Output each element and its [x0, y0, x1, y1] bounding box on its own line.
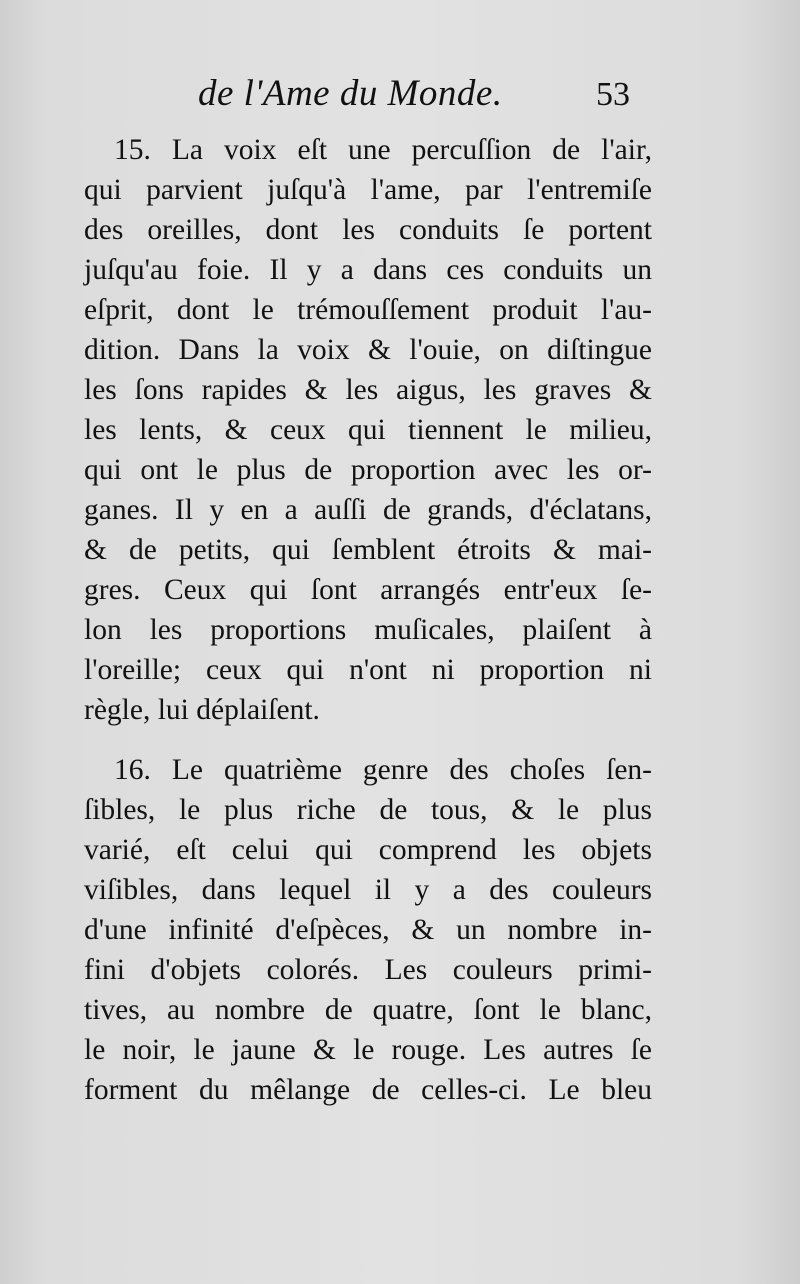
text-line: dition. Dans la voix & l'ouie, on diſtingue — [84, 334, 652, 366]
text-line: des oreilles, dont les conduits ſe portent — [84, 214, 652, 246]
text-line: fini d'objets colorés. Les couleurs primi- — [84, 954, 652, 986]
paragraph-16 — [84, 750, 652, 1110]
text-line: lon les proportions muſicales, plaiſent à — [84, 614, 652, 646]
text-line: ganes. Il y en a auſſi de grands, d'éclatans, — [84, 494, 652, 526]
running-title: de l'Ame du Monde. — [198, 73, 503, 114]
text-line: & de petits, qui ſemblent étroits & mai- — [84, 534, 652, 566]
text-line: viſibles, dans lequel il y a des couleurs — [84, 874, 652, 906]
text-line: 15. La voix eſt une percuſſion de l'air, — [114, 134, 652, 166]
text-line: ſibles, le plus riche de tous, & le plus — [84, 794, 652, 826]
text-line: d'une infinité d'eſpèces, & un nombre in- — [84, 914, 652, 946]
text-line: les lents, & ceux qui tiennent le milieu, — [84, 414, 652, 446]
text-line: 16. Le quatrième genre des choſes ſen- — [114, 754, 652, 786]
text-line: eſprit, dont le trémouſſement produit l'au- — [84, 294, 652, 326]
text-line: règle, lui déplaiſent. — [84, 694, 320, 726]
text-line: qui parvient juſqu'à l'ame, par l'entremiſe — [84, 174, 652, 206]
text-line: les ſons rapides & les aigus, les graves & — [84, 374, 652, 406]
text-line: qui ont le plus de proportion avec les or- — [84, 454, 652, 486]
paragraph-15 — [84, 130, 652, 730]
text-line: juſqu'au foie. Il y a dans ces conduits un — [84, 254, 652, 286]
text-line: varié, eſt celui qui comprend les objets — [84, 834, 652, 866]
text-line: gres. Ceux qui ſont arrangés entr'eux ſe- — [84, 574, 652, 606]
text-line: l'oreille; ceux qui n'ont ni proportion ni — [84, 654, 652, 686]
running-head — [0, 70, 800, 130]
text-line: le noir, le jaune & le rouge. Les autres ſe — [84, 1034, 652, 1066]
body-text — [84, 130, 652, 1110]
text-line: forment du mêlange de celles-ci. Le bleu — [84, 1074, 652, 1106]
page-number: 53 — [596, 76, 630, 113]
text-line: tives, au nombre de quatre, ſont le blanc, — [84, 994, 652, 1026]
